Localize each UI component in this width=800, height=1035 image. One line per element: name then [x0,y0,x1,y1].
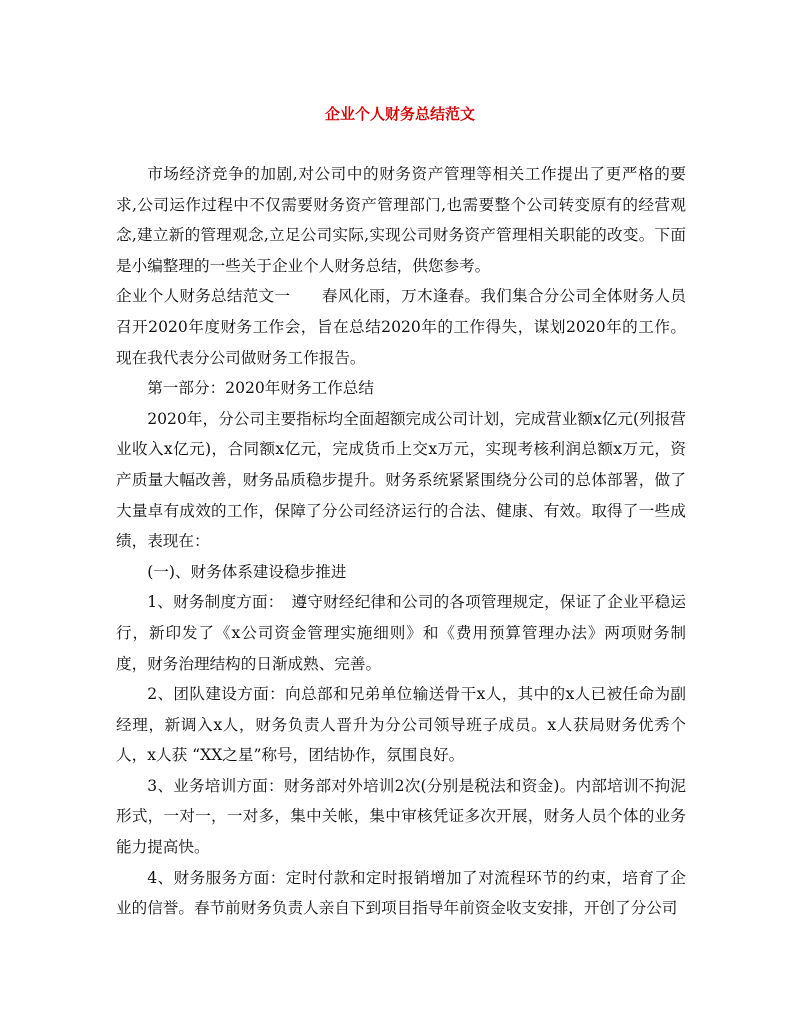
document-body [116,159,686,924]
paragraph-sample-one: 企业个人财务总结范文一 春风化雨，万木逢春。我们集合分公司全体财务人员召开2020年度财务工作会，旨在总结2020年的工作得失，谋划2020年的工作。现在我代表分公司做财务工作报告。 [116,287,686,367]
paragraph-item-1: 1、财务制度方面： 遵守财经纪律和公司的各项管理规定，保证了企业平稳运行，新印发了《x公司资金管理实施细则》和《费用预算管理办法》两项财务制度，财务治理结构的日渐成熟、完善。 [116,593,686,673]
paragraph-item-2: 2、团队建设方面：向总部和兄弟单位输送骨干x人，其中的x人已被任命为副经理，新调入x人，财务负责人晋升为分公司领导班子成员。x人获局财务优秀个人，x人获 “XX之星”称号，团结协作，氛围良好。 [116,685,686,765]
document-title: 企业个人财务总结范文 [324,105,475,123]
paragraph-intro: 市场经济竞争的加剧,对公司中的财务资产管理等相关工作提出了更严格的要求,公司运作过程中不仅需要财务资产管理部门,也需要整个公司转变原有的经营观念,建立新的管理观念,立足公司实际,实现公司财务资产管理相关职能的改变。下面是小编整理的一些关于企业个人财务总结，供您参考。 [116,165,686,275]
paragraph-part-one-heading: 第一部分：2020年财务工作总结 [147,379,374,398]
paragraph-item-4: 4、财务服务方面：定时付款和定时报销增加了对流程环节的约束，培育了企业的信誉。春节前财务负责人亲自下到项目指导年前资金收支安排，开创了分公司 [116,868,686,918]
paragraph-overview: 2020年，分公司主要指标均全面超额完成公司计划，完成营业额x亿元(列报营业收入x亿元)，合同额x亿元，完成货币上交x万元，实现考核利润总额x万元，资产质量大幅改善，财务品质稳步提升。财务系统紧紧围绕分公司的总体部署，做了大量卓有成效的工作，保障了分公司经济运行的合法、健康、有效。取得了一些成绩，表现在： [116,409,686,551]
paragraph-item-3: 3、业务培训方面：财务部对外培训2次(分别是税法和资金)。内部培训不拘泥形式，一对一，一对多，集中关帐，集中审核凭证多次开展，财务人员个体的业务能力提高快。 [116,776,686,857]
paragraph-section-heading: (一)、财务体系建设稳步推进 [147,562,347,581]
